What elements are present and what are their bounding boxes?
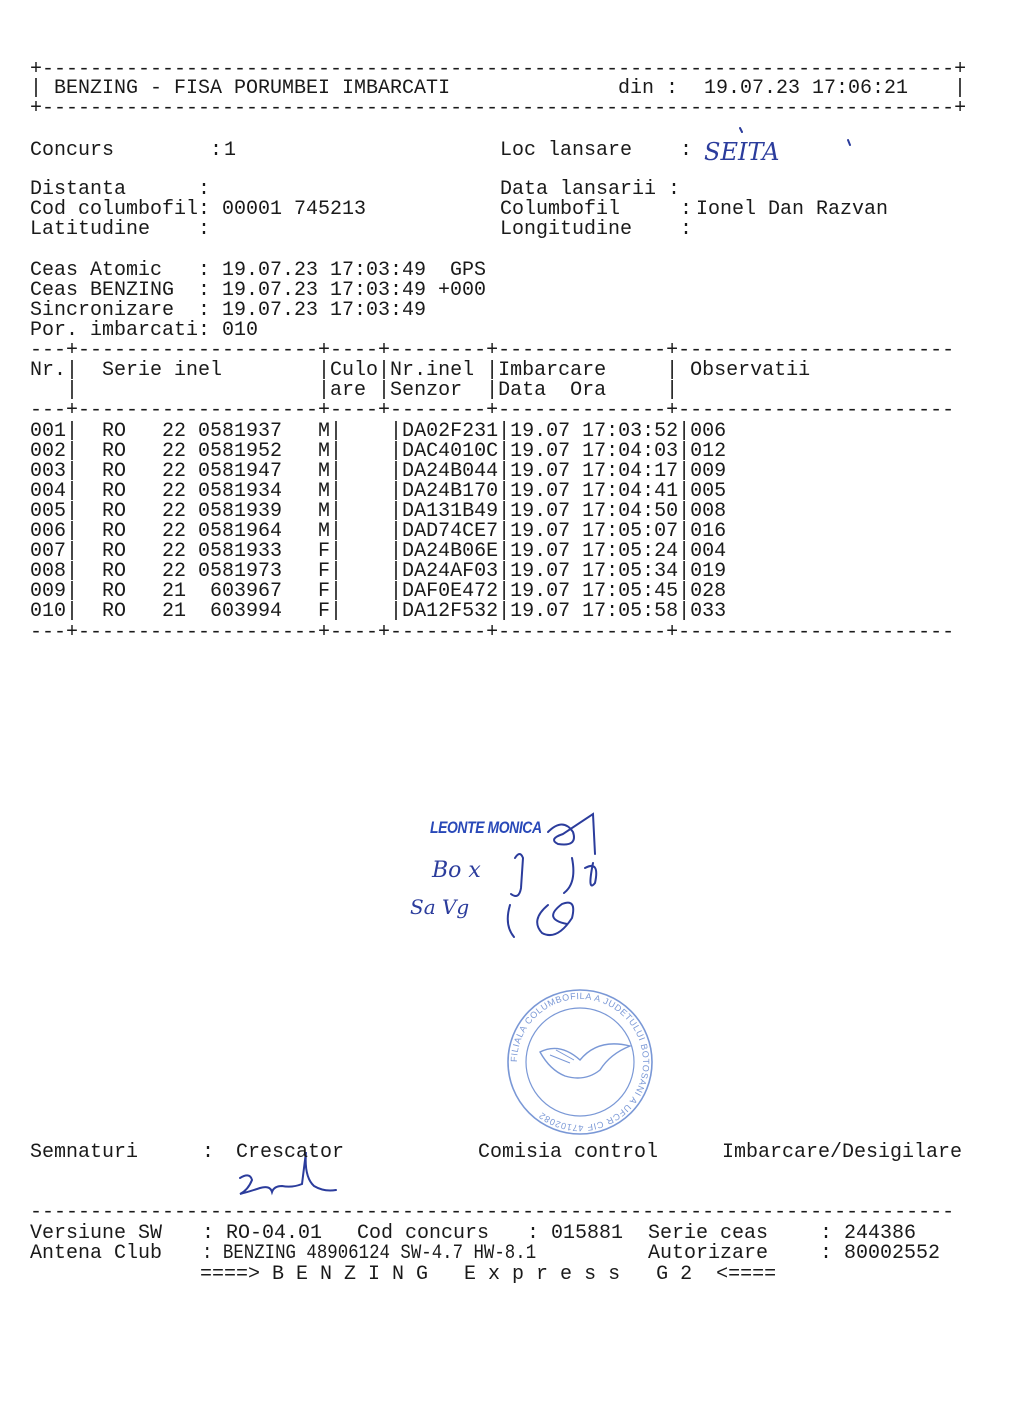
loc-lansare-scribble bbox=[740, 128, 850, 145]
clock-label: Sincronizare : bbox=[30, 299, 211, 322]
table-row: 001| RO 22 0581937 M| |DA02F231|19.07 17:03:52|006 bbox=[30, 420, 727, 443]
clock-value: 19.07.23 17:03:49 GPS bbox=[222, 259, 487, 282]
data-lansarii-label: Data lansarii : bbox=[500, 178, 681, 201]
table-header-row-2: | |are |Senzor |Data Ora | bbox=[30, 379, 679, 402]
serie-ceas-label: Serie ceas bbox=[648, 1222, 769, 1245]
clock-value: 19.07.23 17:03:49 bbox=[222, 299, 427, 322]
table-row: 008| RO 22 0581973 F| |DA24AF03|19.07 17:05:34|019 bbox=[30, 560, 727, 583]
footer-divider: ----------------------------------------------------------------------------- bbox=[30, 1201, 955, 1224]
svg-text:FILIALA COLUMBOFILA A JUDETULU bbox=[509, 991, 651, 1133]
table-border: ---+--------------------+----+--------+--------------+----------------------- bbox=[30, 339, 955, 362]
serie-ceas-value: : 244386 bbox=[820, 1222, 917, 1245]
table-row: 009| RO 21 603967 F| |DAF0E472|19.07 17:05:45|028 bbox=[30, 580, 727, 603]
semnaturi-label: Semnaturi bbox=[30, 1141, 139, 1164]
pigeons-count-value: 010 bbox=[222, 319, 259, 342]
table-row: 004| RO 22 0581934 M| |DA24B170|19.07 17:04:41|005 bbox=[30, 480, 727, 503]
signature-scribble bbox=[511, 854, 523, 896]
clock-label: Ceas Atomic : bbox=[30, 259, 211, 282]
print-datetime: 19.07.23 17:06:21 bbox=[704, 77, 909, 100]
antena-label: Antena Club bbox=[30, 1242, 163, 1265]
din-label: din : bbox=[618, 77, 679, 100]
concurs-value: 1 bbox=[224, 139, 237, 162]
signature-scribble bbox=[548, 814, 595, 854]
clock-value: 19.07.23 17:03:49 +000 bbox=[222, 279, 487, 302]
cod-concurs-value: : 015881 bbox=[527, 1222, 624, 1245]
table-row: 010| RO 21 603994 F| |DA12F532|19.07 17:05:58|033 bbox=[30, 600, 727, 623]
longitudine-label: Longitudine : bbox=[500, 218, 693, 241]
bird-icon bbox=[540, 1044, 630, 1078]
comisia-control-label: Comisia control bbox=[478, 1141, 659, 1164]
semnaturi-colon: : bbox=[202, 1141, 215, 1164]
antena-value: : BENZING 48906124 SW-4.7 HW-8.1 bbox=[202, 1242, 537, 1265]
autorizare-label: Autorizare bbox=[648, 1242, 769, 1265]
columbofil-label: Columbofil : bbox=[500, 198, 693, 221]
header-border-top: +----------------------------------------------------------------------------+ bbox=[30, 58, 967, 81]
concurs-label: Concurs : bbox=[30, 139, 223, 162]
benzing-banner: ====> B E N Z I N G E x p r e s s G 2 <==== bbox=[200, 1263, 777, 1286]
table-border: ---+--------------------+----+--------+--------------+----------------------- bbox=[30, 621, 955, 644]
autorizare-value: : 80002552 bbox=[820, 1242, 941, 1265]
signature-scribble bbox=[508, 903, 574, 937]
latitudine-label: Latitudine : bbox=[30, 218, 211, 241]
imbarcare-desigilare-label: Imbarcare/Desigilare bbox=[722, 1141, 963, 1164]
handwritten-note: Sa Vg bbox=[410, 895, 470, 919]
signature-scribble bbox=[564, 858, 596, 893]
loc-lansare-label: Loc lansare : bbox=[500, 139, 693, 162]
distanta-label: Distanta : bbox=[30, 178, 211, 201]
table-row: 002| RO 22 0581952 M| |DAC4010C|19.07 17:04:03|012 bbox=[30, 440, 727, 463]
handwritten-note: Bo x bbox=[432, 858, 481, 883]
table-row: 003| RO 22 0581947 M| |DA24B044|19.07 17:04:17|009 bbox=[30, 460, 727, 483]
header-bar-left: | bbox=[30, 77, 43, 100]
table-header-row-1: Nr.| Serie inel |Culo|Nr.inel |Imbarcare | Observatii bbox=[30, 359, 811, 382]
table-row: 006| RO 22 0581964 M| |DAD74CE7|19.07 17:05:07|016 bbox=[30, 520, 727, 543]
table-border: ---+--------------------+----+--------+--------------+----------------------- bbox=[30, 399, 955, 422]
name-stamp: LEONTE MONICA bbox=[430, 818, 542, 837]
crescator-label: Crescator bbox=[236, 1141, 345, 1164]
table-row: 007| RO 22 0581933 F| |DA24B06E|19.07 17:05:24|004 bbox=[30, 540, 727, 563]
cod-concurs-label: Cod concurs bbox=[357, 1222, 490, 1245]
header-border-bottom: +----------------------------------------------------------------------------+ bbox=[30, 97, 967, 120]
loc-lansare-handwritten: SEITA bbox=[704, 138, 780, 166]
pigeons-count-label: Por. imbarcati: bbox=[30, 319, 211, 342]
cod-columbofil-value: 00001 745213 bbox=[222, 198, 367, 221]
columbofil-value: Ionel Dan Razvan bbox=[696, 198, 889, 221]
document-title: BENZING - FISA PORUMBEI IMBARCATI bbox=[54, 77, 451, 100]
cod-columbofil-label: Cod columbofil: bbox=[30, 198, 211, 221]
table-row: 005| RO 22 0581939 M| |DA131B49|19.07 17:04:50|008 bbox=[30, 500, 727, 523]
versiune-label: Versiune SW bbox=[30, 1222, 163, 1245]
versiune-value: : RO-04.01 bbox=[202, 1222, 323, 1245]
seal-stamp bbox=[500, 982, 660, 1142]
clock-label: Ceas BENZING : bbox=[30, 279, 211, 302]
seal-text: FILIALA COLUMBOFILA A JUDETULUI BOTOSANI A UFCR CIF 47102082 bbox=[508, 990, 652, 1134]
header-bar-right: | bbox=[954, 77, 967, 100]
